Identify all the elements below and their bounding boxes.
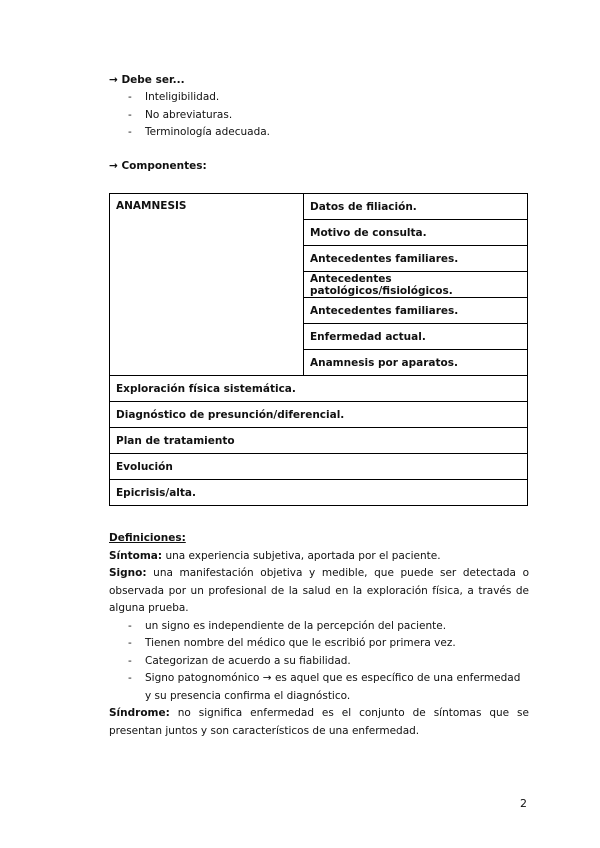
- table-cell: Motivo de consulta.: [304, 220, 528, 246]
- table-row: Evolución: [110, 454, 528, 480]
- list-item: - Signo patognomónico → es aquel que es específico de una enfermedad y su presencia confirma el diagnóstico.: [109, 670, 529, 705]
- table-cell: Antecedentes familiares.: [304, 298, 528, 324]
- sintoma-text: una experiencia subjetiva, aportada por el paciente.: [162, 549, 441, 562]
- table-row: Exploración física sistemática.: [110, 376, 528, 402]
- table-row: Diagnóstico de presunción/diferencial.: [110, 402, 528, 428]
- sindrome-definition: [109, 705, 529, 740]
- signo-text: una manifestación objetiva y medible, que puede ser detectada o observada por un profesional de la salud en la exploración física, a través de alguna prueba.: [109, 567, 529, 614]
- list-item: - un signo es independiente de la percepción del paciente.: [109, 618, 529, 636]
- table-cell: Antecedentes familiares.: [304, 246, 528, 272]
- list-item: - Categorizan de acuerdo a su fiabilidad.: [109, 653, 529, 671]
- table-cell: Datos de filiación.: [304, 194, 528, 220]
- componentes-heading: → Componentes:: [109, 160, 207, 172]
- table-row: Epicrisis/alta.: [110, 480, 528, 506]
- list-item: - Inteligibilidad.: [109, 89, 270, 107]
- signo-list: [109, 618, 529, 706]
- definiciones-title: Definiciones:: [109, 532, 186, 544]
- list-item: - Terminología adecuada.: [109, 124, 270, 142]
- table-cell: Anamnesis por aparatos.: [304, 350, 528, 376]
- componentes-table: [109, 193, 528, 506]
- debe-ser-list: [109, 89, 270, 142]
- signo-term: Signo:: [109, 567, 147, 579]
- signo-definition: [109, 565, 529, 618]
- table-cell: Antecedentes patológicos/fisiológicos.: [304, 272, 528, 298]
- table-cell: Enfermedad actual.: [304, 324, 528, 350]
- list-item: - No abreviaturas.: [109, 107, 270, 125]
- list-item: - Tienen nombre del médico que le escribió por primera vez.: [109, 635, 529, 653]
- definiciones-section: [109, 530, 529, 740]
- table-row: Plan de tratamiento: [110, 428, 528, 454]
- anamnesis-cell: ANAMNESIS: [110, 194, 304, 376]
- page-number: 2: [520, 797, 527, 810]
- sindrome-term: Síndrome:: [109, 707, 170, 719]
- debe-ser-heading: → Debe ser...: [109, 74, 185, 86]
- sindrome-text: no significa enfermedad es el conjunto de síntomas que se presentan juntos y son característicos de una enfermedad.: [109, 707, 529, 737]
- sintoma-definition: [109, 548, 529, 566]
- sintoma-term: Síntoma:: [109, 549, 163, 562]
